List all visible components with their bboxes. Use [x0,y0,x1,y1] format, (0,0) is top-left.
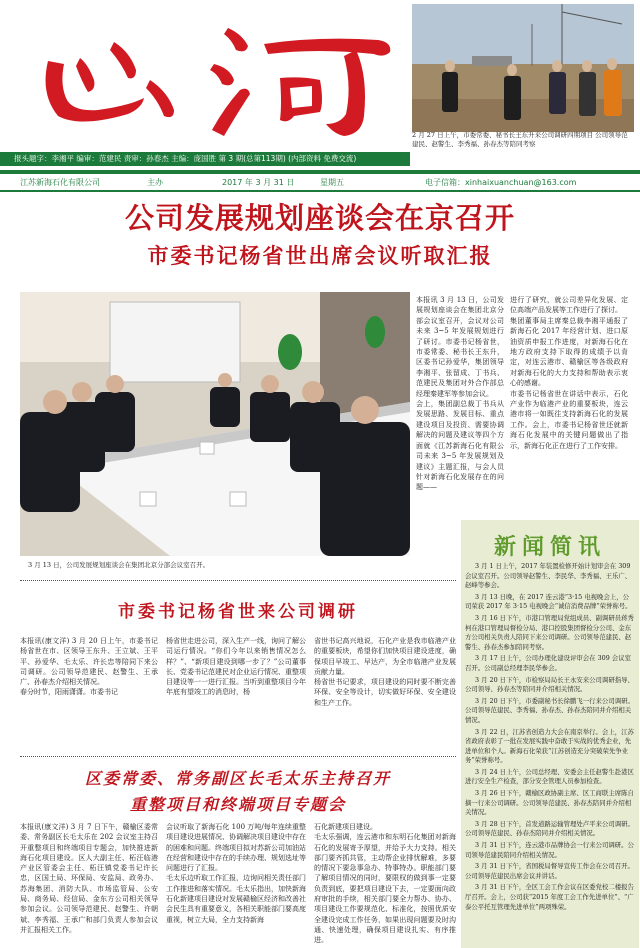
news-brief-item: 3 月 1 日上午，2017 年装置检修开始计划审会在 309 会议室召开。公司领导赵警生、李民华、李秀福、王乐广、赵峰等参会。 [465,562,632,590]
section-divider [20,580,456,581]
section2-headline: 市委书记杨省世来公司调研 [118,602,358,622]
section-divider [20,756,456,757]
news-brief-item: 3 月 17 日上午，公司办理化建设评审会在 309 会议室召开。公司副总经理李民华参会。 [465,654,631,672]
lead-article-column-2: 进行了研究，就公司差异化发展、定位高端产品发展等工作进行了探讨。 集团董事局主席秦总裁李湘平通报了新海石化 2017 年经营计划、进口原油资质申报工作进度，对新海石化在地方政府支持下取得的成绩予以肯定，对连云港市、赣榆区等各级政府对新海石化的大力支持和帮助表示衷心的感谢。 市委书记杨省世在讲话中表示，石化产业作为临港产业的重要板块，连云港市将一如既往支持新海石化的发展工作。会上，市委书记杨省世还就新海石化发展中的关键问题做出了指示，新海石化正在进行了工作安排。 [510,296,628,450]
news-brief-list [465,562,635,946]
news-brief-item: 3 月 13 日晚，在 2017 连云港“3·15 电视晚会上，公司荣获 2017 年 3·15 电视晚会“诚信消费品牌”荣誉称号。 [465,592,632,611]
date-bar [0,176,640,189]
masthead-logo [18,6,408,146]
email-address: 电子信箱：xinhaixuanchuan@163.com [425,178,577,187]
top-photo-caption: 2 月 27 日上午，市委常委、秘书长王东升来公司调研四期项目 公司领导范建民、赵警生、李秀福、孙春杰等陪同考察 [412,131,628,148]
news-brief-item: 3 月 22 日，江苏省创造力大会在南京举行。会上，江苏省政府表彰了一批在发展实践中奋敢于实战的优秀企业，先进单位和个人。新海石化荣获“江苏创造充分突破荣先争业务”荣誉称号。 [465,727,634,765]
news-brief-item: 3 月 28 日下午，首发道路运输管理处卢平来公司调研。公司领导范建民、孙春杰陪同并介绍相关情况。 [465,819,634,838]
news-brief-title: 新闻简讯 [493,534,606,560]
news-brief-item: 3 月 16 日下午，市港口管理局党组成员、副调研员蒋秀柯在港口管理局督检分局、港口控股集团督检分公司、金东方公司相关负责人陪同下来公司调研。公司领导范建民、赵警生、孙春杰参加陪同考察。 [465,613,634,651]
news-brief-item: 3 月 31 日下午，全区工会工作会议在区委党校二楼报告厅召开。会上，公司获“2015 年度工会工作先进单位”、“广泰公平托互管理先进单位”两项殊荣。 [465,883,634,911]
news-brief-item: 3 月 24 日上午，公司总经理、安委会主任赵警生赴港区进行安全生产检查，部分安全管理人员参加检查。 [465,767,634,786]
lead-headline: 公司发展规划座谈会在京召开 [124,201,515,235]
section2-column-1: 本报讯(康文洋) 3 月 20 日上午，市委书记杨省世在市、区领导王东升、王立斌、王平平、孙爱华、毛太乐、许长忠等陪同下来公司调研。公司领导范建民、赵警生、王承广、孙春杰介绍相关情况。 春分时节，阳雨潇潇。市委书记 [20,637,158,697]
section3-column-1: 本报讯(康文洋) 3 月 7 日下午，赣榆区委常委、常务副区长毛太乐在 202 会议室主持召开重整项目和终端项目专题会，加快推进新海石化项目建设。区人大副主任、柘汪临港产业区管委会主任、柘汪镇党委书记许长忠，区国土局、环保局、安监局、政务办、苏海集团、消防大队、市场监管局、公安局、商务局、经信局、金东方公司相关领导参加会议。公司领导范建民、赵警生、许朝斌、李秀福、王承广和部门负责人参加会议并汇报相关工作。 [20,823,158,934]
masthead-rule [0,170,640,174]
weekday: 星期五 [320,178,344,187]
issue-date: 2017 年 3 月 31 日 [222,178,295,187]
company-name: 江苏新海石化有限公司 [20,178,100,187]
section3-column-3: 石化新建项目建设。 毛太乐强调，连云港市和东明石化集团对新海石化的发展寄予厚望，并给予大力支持。相关部门要齐抓共管，主动帮企业排忧解难，多要的情况下要急事急办、特事特办。职能部门要了解项目情况的同时，要限权的做到事一定要负责到底，要把项目建设下去，一定要面向政府审批的手续，相关部门要全力帮办、协办、项目建设工作要规范化、标准化，按照优质安全建设完成工作任务，如果出现问题要及时沟通、快速处理，确保项目建设扎实、有序推进。 [314,823,456,945]
section3-headline-line1: 区委常委、常务副区长毛太乐主持召开 [84,769,391,788]
section2-column-3: 省世书记高兴地说，石化产业是我市临港产业的重要板块，希望你们加快项目建设进度，确保项目早竣工、早达产，为全市临港产业发展贡献力量。 杨省世书记要求，项目建设的同时要不断完善环保、安全等设计，切实做好环保、安全建设和生产工作。 [314,637,456,707]
lead-subheadline: 市委书记杨省世出席会议听取汇报 [147,243,493,268]
news-brief-item: 3 月 31 日下午，连云港市品牌协会一行来公司调研。公司领导范建民陪同介绍相关情况。 [465,841,634,859]
news-brief-item: 3 月 20 日下午，市检察局局长王永安来公司调研指导、公司领导、孙春杰等陪同并介绍相关情况。 [465,675,634,694]
news-brief-item: 3 月 31 日下午，省国税局督导宣传工作会在公司召开。公司领导范建民出席会议并讲话。 [465,862,634,880]
top-news-photo [412,4,634,132]
section3-headline-line2: 重整项目和终端项目专题会 [129,795,346,814]
masthead-info-bar: 报头题字：李湘平 编审：范建民 责审：孙春杰 主编：庞国胜 第 3 期(总第113期) (内部资料 免费交流) [0,152,410,166]
section3-column-2: 会议听取了新海石化 100 万吨/每年连续重整项目建设进展情况、协调解决项目建设中存在的困难和问题。终端项目拟对苏新公司加油站在经营和建设中存在的手续办理、规划选址等问题进行了汇报。 毛太乐边听取工作汇报，边询问相关责任部门工作推进和落实情况。毛太乐指出，加快新海石化新建项目建设对发展赣榆区经济和改善社会民生具有重要意义，各相关职能部门要高度重视，树立大局，全力支持新海 [166,823,306,924]
meeting-photo [20,292,410,556]
meeting-photo-caption: 3 月 13 日，公司发展规划座谈会在集团北京分部会议室召开。 [28,561,210,569]
host-label: 主办 [147,178,163,187]
news-brief-item: 3 月 20 日下午，市委副秘书长徐鹏飞一行来公司调研。公司领导范建民、李秀福、孙春杰、孙春杰陪同并介绍相关情况。 [465,696,634,724]
lead-article-column-1: 本报讯 3 月 13 日，公司发展规划座谈会在集团北京分部会议室召开，会议对公司未来 3~5 年发展规划进行了研讨。市委书记杨省世，市委常委、秘书长王东升，区委书记孙爱华，集团领导李湘平、张留成、丁书兵、范建民及集团对外合作部总经理秦建军等参加会议。 会上，集团副总裁丁书兵从发展思路、发展目标、重点建设项目及投资、需要协调解决的问题及建议等四个方面就《江苏新海石化有限公司未来 3~5 年发展规划及建议》主题汇报，与会人员针对新海石化发展存在的问题—— [416,296,504,492]
section2-column-2: 杨省世走进公司，深入生产一线，询问了解公司运行情况。“你们今年以来销售情况怎么样？”、“新项目建设到哪一步了？”公司董事长、党委书记范建民对企业运行情况、重整项目建设等一一进行汇报。当听到重整项目今年年底有望竣工的消息时，杨 [166,637,306,697]
news-brief-item: 3 月 26 日下午，赣榆区政协副主席、区工商联主席陈自摘一行来公司调研。公司领导范建民、孙春杰陪同并介绍相关情况。 [465,789,634,817]
date-rule [0,190,640,192]
